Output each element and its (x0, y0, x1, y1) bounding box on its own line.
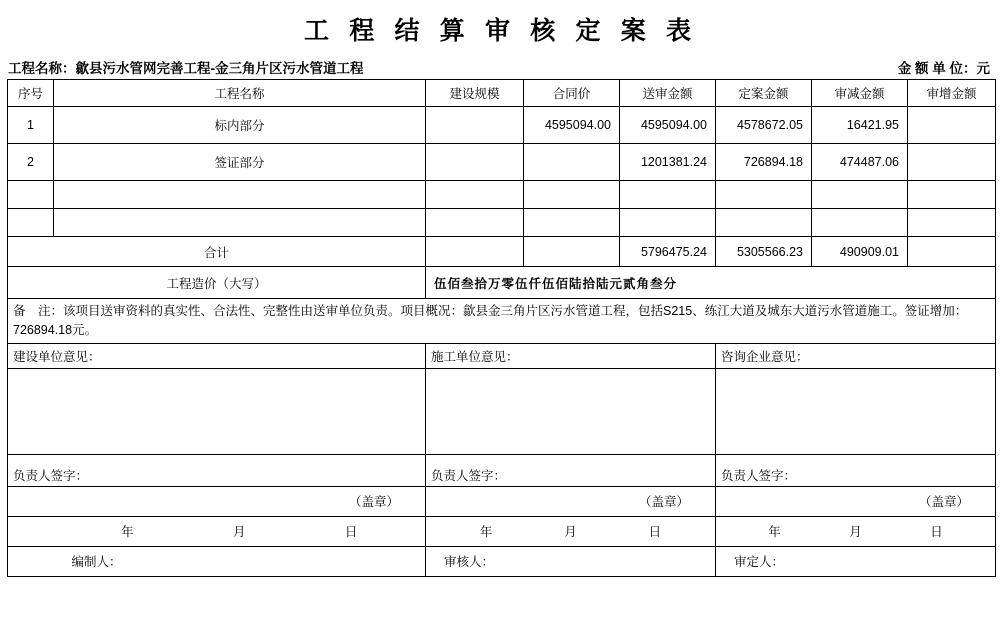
table-row (8, 144, 996, 181)
project-name-label: 工程名称： (8, 61, 76, 76)
project-name-value: 歙县污水管网完善工程-金三角片区污水管道工程 (75, 61, 364, 76)
cell-scale (426, 107, 524, 144)
cell-increased (908, 107, 996, 144)
table-header-row (8, 80, 996, 107)
footer-row (8, 546, 996, 576)
footer-spacer (8, 546, 54, 576)
opinion-title-consultant: 咨询企业意见： (716, 343, 996, 368)
seal-consultant: （盖章） (716, 486, 996, 516)
col-header-name: 工程名称 (54, 80, 426, 107)
date-construction-unit[interactable] (54, 516, 426, 546)
cell-no: 2 (8, 144, 54, 181)
opinion-title-contractor: 施工单位意见： (426, 343, 716, 368)
cell-name: 签证部分 (54, 144, 426, 181)
cell-submitted: 4595094.00 (620, 107, 716, 144)
table-row (8, 107, 996, 144)
amount-in-words-row (8, 267, 996, 299)
cell-submitted (620, 181, 716, 209)
opinion-body-row (8, 368, 996, 454)
date-contractor[interactable] (426, 516, 716, 546)
amount-in-words-label: 工程造价（大写） (8, 267, 426, 299)
date-day-label: 日 (648, 525, 662, 539)
footer-approver[interactable]: 审定人： (716, 546, 996, 576)
footer-preparer[interactable]: 编制人： (54, 546, 426, 576)
total-contract (524, 237, 620, 267)
seal-construction-unit: （盖章） (8, 486, 426, 516)
cell-decided (716, 209, 812, 237)
date-day-label: 日 (930, 525, 943, 539)
cell-contract (524, 144, 620, 181)
col-header-reduced: 审减金额 (812, 80, 908, 107)
cell-decided: 726894.18 (716, 144, 812, 181)
cell-contract (524, 181, 620, 209)
col-header-no: 序号 (8, 80, 54, 107)
date-consultant[interactable] (716, 516, 996, 546)
document-subheader (0, 53, 1002, 79)
cell-increased (908, 144, 996, 181)
footer-reviewer[interactable]: 审核人： (426, 546, 716, 576)
project-name-line (8, 57, 364, 77)
date-row (8, 516, 996, 546)
page-title: 工 程 结 算 审 核 定 案 表 (303, 18, 698, 45)
total-reduced: 490909.01 (812, 237, 908, 267)
settlement-table (7, 79, 996, 577)
col-header-scale: 建设规模 (426, 80, 524, 107)
col-header-increased: 审增金额 (908, 80, 996, 107)
opinion-body-contractor[interactable] (426, 368, 716, 454)
date-month-label: 月 (564, 525, 577, 539)
seal-contractor: （盖章） (426, 486, 716, 516)
table-row (8, 209, 996, 237)
cell-reduced: 474487.06 (812, 144, 908, 181)
cell-name (54, 209, 426, 237)
col-header-decided: 定案金额 (716, 80, 812, 107)
total-decided: 5305566.23 (716, 237, 812, 267)
signature-consultant[interactable]: 负责人签字： (716, 454, 996, 486)
amount-in-words-value: 伍佰叁拾万零伍仟伍佰陆拾陆元贰角叁分 (426, 267, 996, 299)
total-label: 合计 (8, 237, 426, 267)
date-year-label: 年 (479, 525, 493, 539)
cell-contract (524, 209, 620, 237)
cell-decided (716, 181, 812, 209)
total-submitted: 5796475.24 (620, 237, 716, 267)
cell-no (8, 181, 54, 209)
date-day-label: 日 (344, 525, 358, 539)
cell-scale (426, 181, 524, 209)
col-header-submitted: 送审金额 (620, 80, 716, 107)
opinion-title-row (8, 343, 996, 368)
cell-scale (426, 144, 524, 181)
remark-label: 备 注： (13, 304, 64, 318)
date-year-label: 年 (121, 525, 134, 539)
opinion-body-consultant[interactable] (716, 368, 996, 454)
cell-increased (908, 181, 996, 209)
table-total-row (8, 237, 996, 267)
cell-no: 1 (8, 107, 54, 144)
amount-unit-label: 金 额 单 位：元 (897, 61, 990, 76)
seal-row (8, 486, 996, 516)
signature-construction-unit[interactable]: 负责人签字： (8, 454, 426, 486)
cell-name (54, 181, 426, 209)
remark-cell (8, 299, 996, 344)
date-month-label: 月 (232, 525, 246, 539)
cell-submitted: 1201381.24 (620, 144, 716, 181)
cell-increased (908, 209, 996, 237)
total-increased (908, 237, 996, 267)
date-spacer-left (8, 516, 54, 546)
remark-text: 该项目送审资料的真实性、合法性、完整性由送审单位负责。项目概况：歙县金三角片区污水管道工程，包括S215、练江大道及城东大道污水管道施工。签证增加：726894.18元。 (13, 304, 968, 337)
total-scale (426, 237, 524, 267)
date-month-label: 月 (849, 525, 862, 539)
cell-scale (426, 209, 524, 237)
table-row (8, 181, 996, 209)
cell-submitted (620, 209, 716, 237)
cell-contract: 4595094.00 (524, 107, 620, 144)
cell-reduced: 16421.95 (812, 107, 908, 144)
opinion-body-construction-unit[interactable] (8, 368, 426, 454)
cell-no (8, 209, 54, 237)
date-year-label: 年 (768, 525, 781, 539)
signature-row (8, 454, 996, 486)
col-header-contract: 合同价 (524, 80, 620, 107)
cell-reduced (812, 181, 908, 209)
signature-contractor[interactable]: 负责人签字： (426, 454, 716, 486)
cell-decided: 4578672.05 (716, 107, 812, 144)
remark-row (8, 299, 996, 344)
opinion-title-construction-unit: 建设单位意见： (8, 343, 426, 368)
cell-name: 标内部分 (54, 107, 426, 144)
cell-reduced (812, 209, 908, 237)
